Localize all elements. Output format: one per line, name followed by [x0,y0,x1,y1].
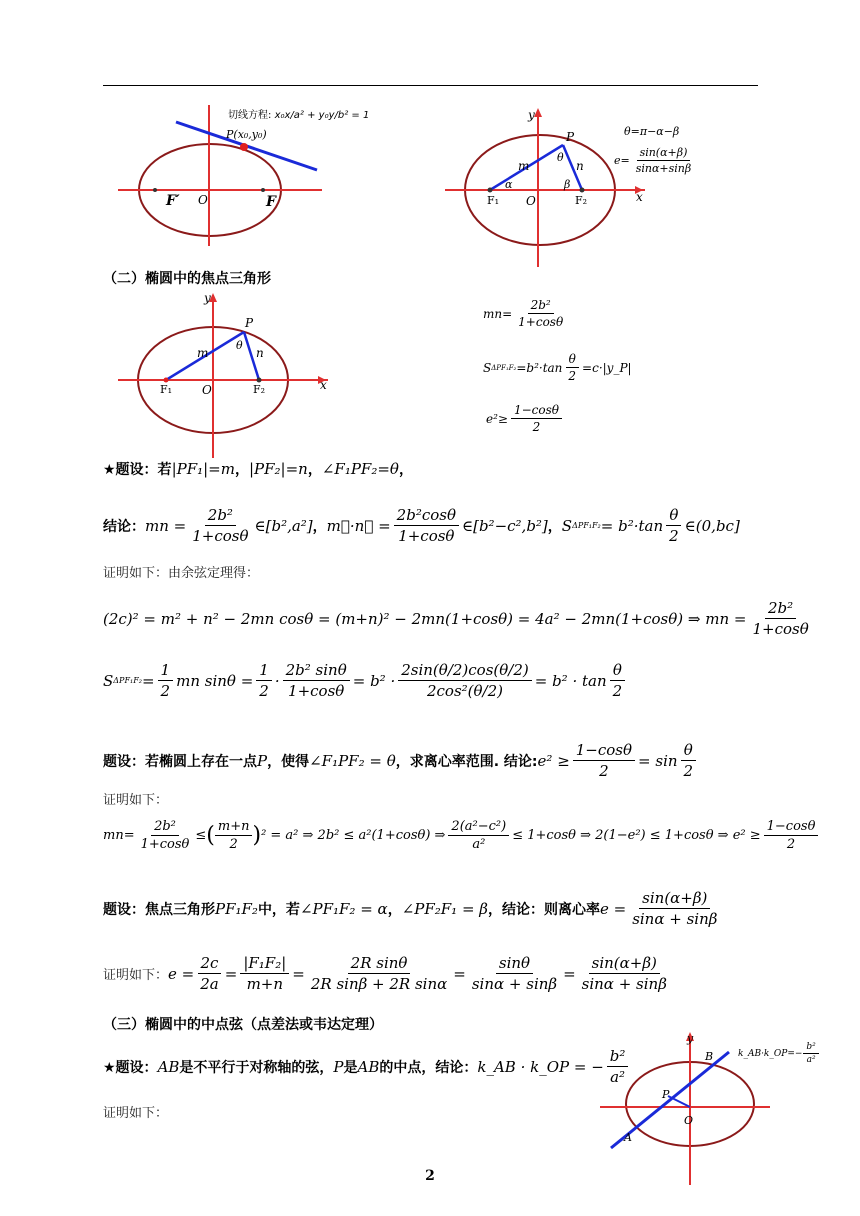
eccentricity-formula-side: e= $\frac{\sin(\alpha+\beta)}{\sin\alpha+\sin\beta}$ [614,146,692,175]
angle-theta-label: θ [557,151,564,164]
y-axis-label: y [528,108,535,122]
focus-right-label: F [266,194,276,210]
tangent-equation-label: 切线方程: x₀x/a² + y₀y/b² = 1 [228,110,370,121]
figure-tangent-ellipse [110,100,350,250]
y-axis-label: y [687,1032,694,1045]
header-rule [103,85,758,86]
premise-4: ★题设： AB 是不平行于对称轴的弦， P 是 AB 的中点，结论： k_AB · k_OP = − $\frac{\text{b²}}{\text{a²}}$ [103,1047,631,1086]
conclusion-1: 结论： mn = $\frac{\text{2b²}}{1+\cos\theta}$ ∈[b²,a²] ， m⃗·n⃗ = $\frac{\text{2b²cosθ}}{1+\cos\theta}$ ∈[b²−c²,b²] ， S ΔPF₁F₂ = b²·tan θ 2 ∈(0,bc] [103,506,740,545]
section-heading-2: （二）椭圆中的焦点三角形 [103,271,271,287]
point-p-label: P [662,1088,670,1101]
origin-label: O [526,194,536,208]
side-m-label: m [518,159,530,173]
point-p-label: P [245,316,254,330]
proof-equation-3: mn= $\frac{\text{2b²}}{1+\cos\theta}$ ≤ ( m+n 2 ) ² = a² ⇒ 2b² ≤ a²(1+cosθ) ⇒ $\frac{\text{2(a²−c²)}}{\text{a²}}$ ≤ 1+cosθ ⇒ 2(1−e²) ≤ 1+cosθ ⇒ e² ≥ $\frac{1-\cos\theta}{2}$ [103,819,821,852]
focus-f2-label: F₂ [575,194,588,207]
page-number: 2 [425,1168,435,1184]
figure-focal-triangle-angles [445,105,650,270]
angle-beta-label: β [564,178,571,191]
x-axis-label: x [636,190,643,204]
figure-focal-triangle [118,290,333,460]
section-heading-3: （三）椭圆中的中点弦（点差法或韦达定理） [103,1017,383,1033]
x-axis-label: x [320,378,327,392]
proof-equation-2: S ΔPF₁F₂ = $\frac{1}{2}$ mn sinθ = $\frac{1}{2}$ · $\frac{\text{2b² sinθ}}{1+\cos\theta}$ = b² · $\frac{2\sin(\theta/2)\cos(\theta/2)}{\text{2cos²(θ/2)}}$ = b² · tan θ 2 [103,661,628,700]
focus-left-label: F′ [166,193,180,209]
proof-equation-4: 证明如下： e = $\frac{2c}{2a}$ = $\frac{\text{|F₁F₂|}}{m+n}$ = $\frac{\text{2R sinθ}}{\text{2R sinβ + 2R sinα}}$ = $\frac{\sin\theta}{\sin\alpha + \sin\beta}$ = $\frac{\sin(\alpha+\beta)}{\sin\alpha + \sin\beta}$ [103,954,667,993]
focus-f2-label: F₂ [253,383,266,396]
theta-formula: θ=π−α−β [624,125,680,138]
origin-label: O [198,193,208,207]
premise-1: ★题设：若 |PF₁|=m ， |PF₂|=n ， ∠F₁PF₂=θ ， [103,460,413,478]
point-b-label: B [705,1050,714,1063]
slope-product-annotation: k_AB·k_OP=− $\frac{\text{b²}}{\text{a²}}$ [738,1042,820,1065]
proof-equation-1: (2c)² = m² + n² − 2mn cosθ = (m+n)² − 2mn(1+cosθ) = 4a² − 2mn(1+cosθ) ⇒ mn = $\frac{\text{2b²}}{1+\cos\theta}$ [103,599,809,638]
origin-label: O [202,383,212,397]
tangent-point-label: P(x₀,y₀) [226,128,267,141]
angle-alpha-label: α [505,178,513,191]
side-formula-area: S ΔPF₁F₂ =b²·tan $\frac{\theta}{2}$ =c·|y_P| [483,352,632,383]
y-axis-label: y [204,291,211,305]
premise-3: 题设：焦点三角形 PF₁F₂ 中，若 ∠PF₁F₂ = α ， ∠PF₂F₁ = β ，结论：则离心率 e = $\frac{\sin(\alpha+\beta)}{\sin\alpha + \sin\beta}$ [103,889,718,928]
origin-label: O [684,1114,694,1127]
side-n-label: n [256,346,264,360]
proof-intro-3: 证明如下： [103,1106,169,1121]
side-formula-eccentricity: e²≥ $\frac{1-\cos\theta}{2}$ [486,403,565,434]
side-m-label: m [197,346,209,360]
proof-intro-2: 证明如下： [103,793,169,808]
side-formula-mn: mn= $\frac{\text{2b²}}{1+\cos\theta}$ [483,298,564,329]
point-p-label: P [566,130,575,144]
side-n-label: n [576,159,584,173]
focus-f1-label: F₁ [487,194,500,207]
premise-2: 题设：若椭圆上存在一点 P ，使得 ∠F₁PF₂ = θ ，求离心率范围. 结论: e² ≥ $\frac{1-\cos\theta}{2}$ = sin θ 2 [103,741,699,780]
point-a-label: A [624,1131,632,1144]
angle-theta-label: θ [236,339,243,352]
focus-f1-label: F₁ [160,383,173,396]
proof-intro-1: 证明如下：由余弦定理得： [103,566,260,581]
